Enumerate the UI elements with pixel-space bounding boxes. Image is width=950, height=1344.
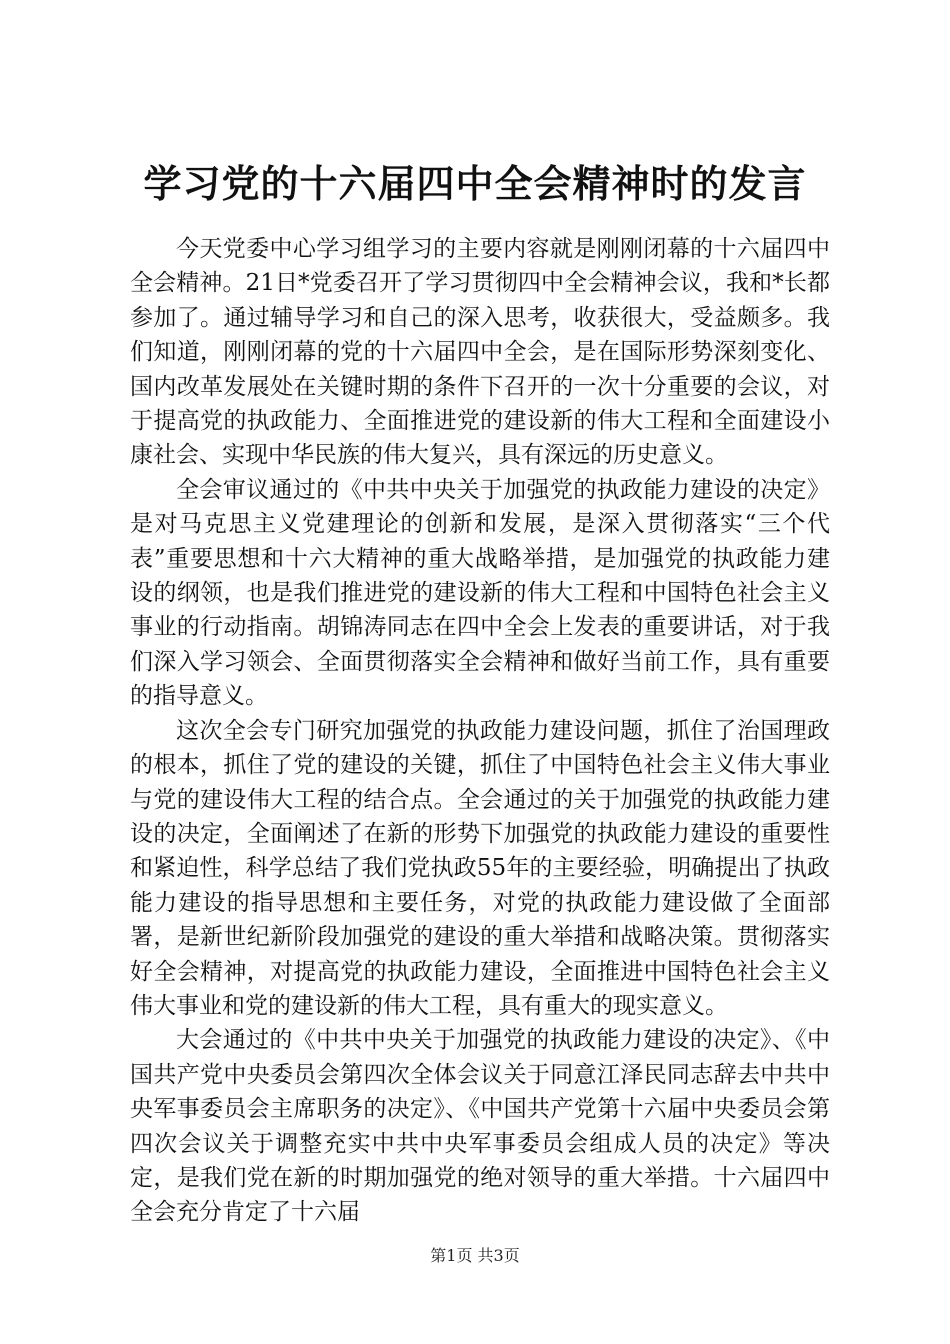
document-body: [130, 232, 830, 1230]
document-title: 学习党的十六届四中全会精神时的发言: [143, 161, 807, 206]
paragraph-2: 全会审议通过的《中共中央关于加强党的执政能力建设的决定》是对马克思主义党建理论的创新和发展，是深入贯彻落实“三个代表”重要思想和十六大精神的重大战略举措，是加强党的执政能力建设的纲领，也是我们推进党的建设新的伟大工程和中国特色社会主义事业的行动指南。胡锦涛同志在四中全会上发表的重要讲话，对于我们深入学习领会、全面贯彻落实全会精神和做好当前工作，具有重要的指导意义。: [130, 476, 830, 710]
paragraph-3: 这次全会专门研究加强党的执政能力建设问题，抓住了治国理政的根本，抓住了党的建设的关键，抓住了中国特色社会主义伟大事业与党的建设伟大工程的结合点。全会通过的关于加强党的执政能力建设的决定，全面阐述了在新的形势下加强党的执政能力建设的重要性和紧迫性，科学总结了我们党执政55年的主要经验，明确提出了执政能力建设的指导思想和主要任务，对党的执政能力建设做了全面部署，是新世纪新阶段加强党的建设的重大举措和战略决策。贯彻落实好全会精神，对提高党的执政能力建设，全面推进中国特色社会主义伟大事业和党的建设新的伟大工程，具有重大的现实意义。: [130, 717, 830, 1019]
page-number-footer: 第1页 共3页: [430, 1246, 520, 1265]
paragraph-4: 大会通过的《中共中央关于加强党的执政能力建设的决定》、《中国共产党中央委员会第四次全体会议关于同意江泽民同志辞去中共中央军事委员会主席职务的决定》、《中国共产党第十六届中央委员会第四次会议关于调整充实中共中央军事委员会组成人员的决定》等决定，是我们党在新的时期加强党的绝对领导的重大举措。十六届四中全会充分肯定了十六届: [130, 1027, 830, 1226]
paragraph-1: 今天党委中心学习组学习的主要内容就是刚刚闭幕的十六届四中全会精神。21日*党委召开了学习贯彻四中全会精神会议，我和*长都参加了。通过辅导学习和自己的深入思考，收获很大，受益颇多。我们知道，刚刚闭幕的党的十六届四中全会，是在国际形势深刻变化、国内改革发展处在关键时期的条件下召开的一次十分重要的会议，对于提高党的执政能力、全面推进党的建设新的伟大工程和全面建设小康社会、实现中华民族的伟大复兴，具有深远的历史意义。: [130, 236, 830, 469]
